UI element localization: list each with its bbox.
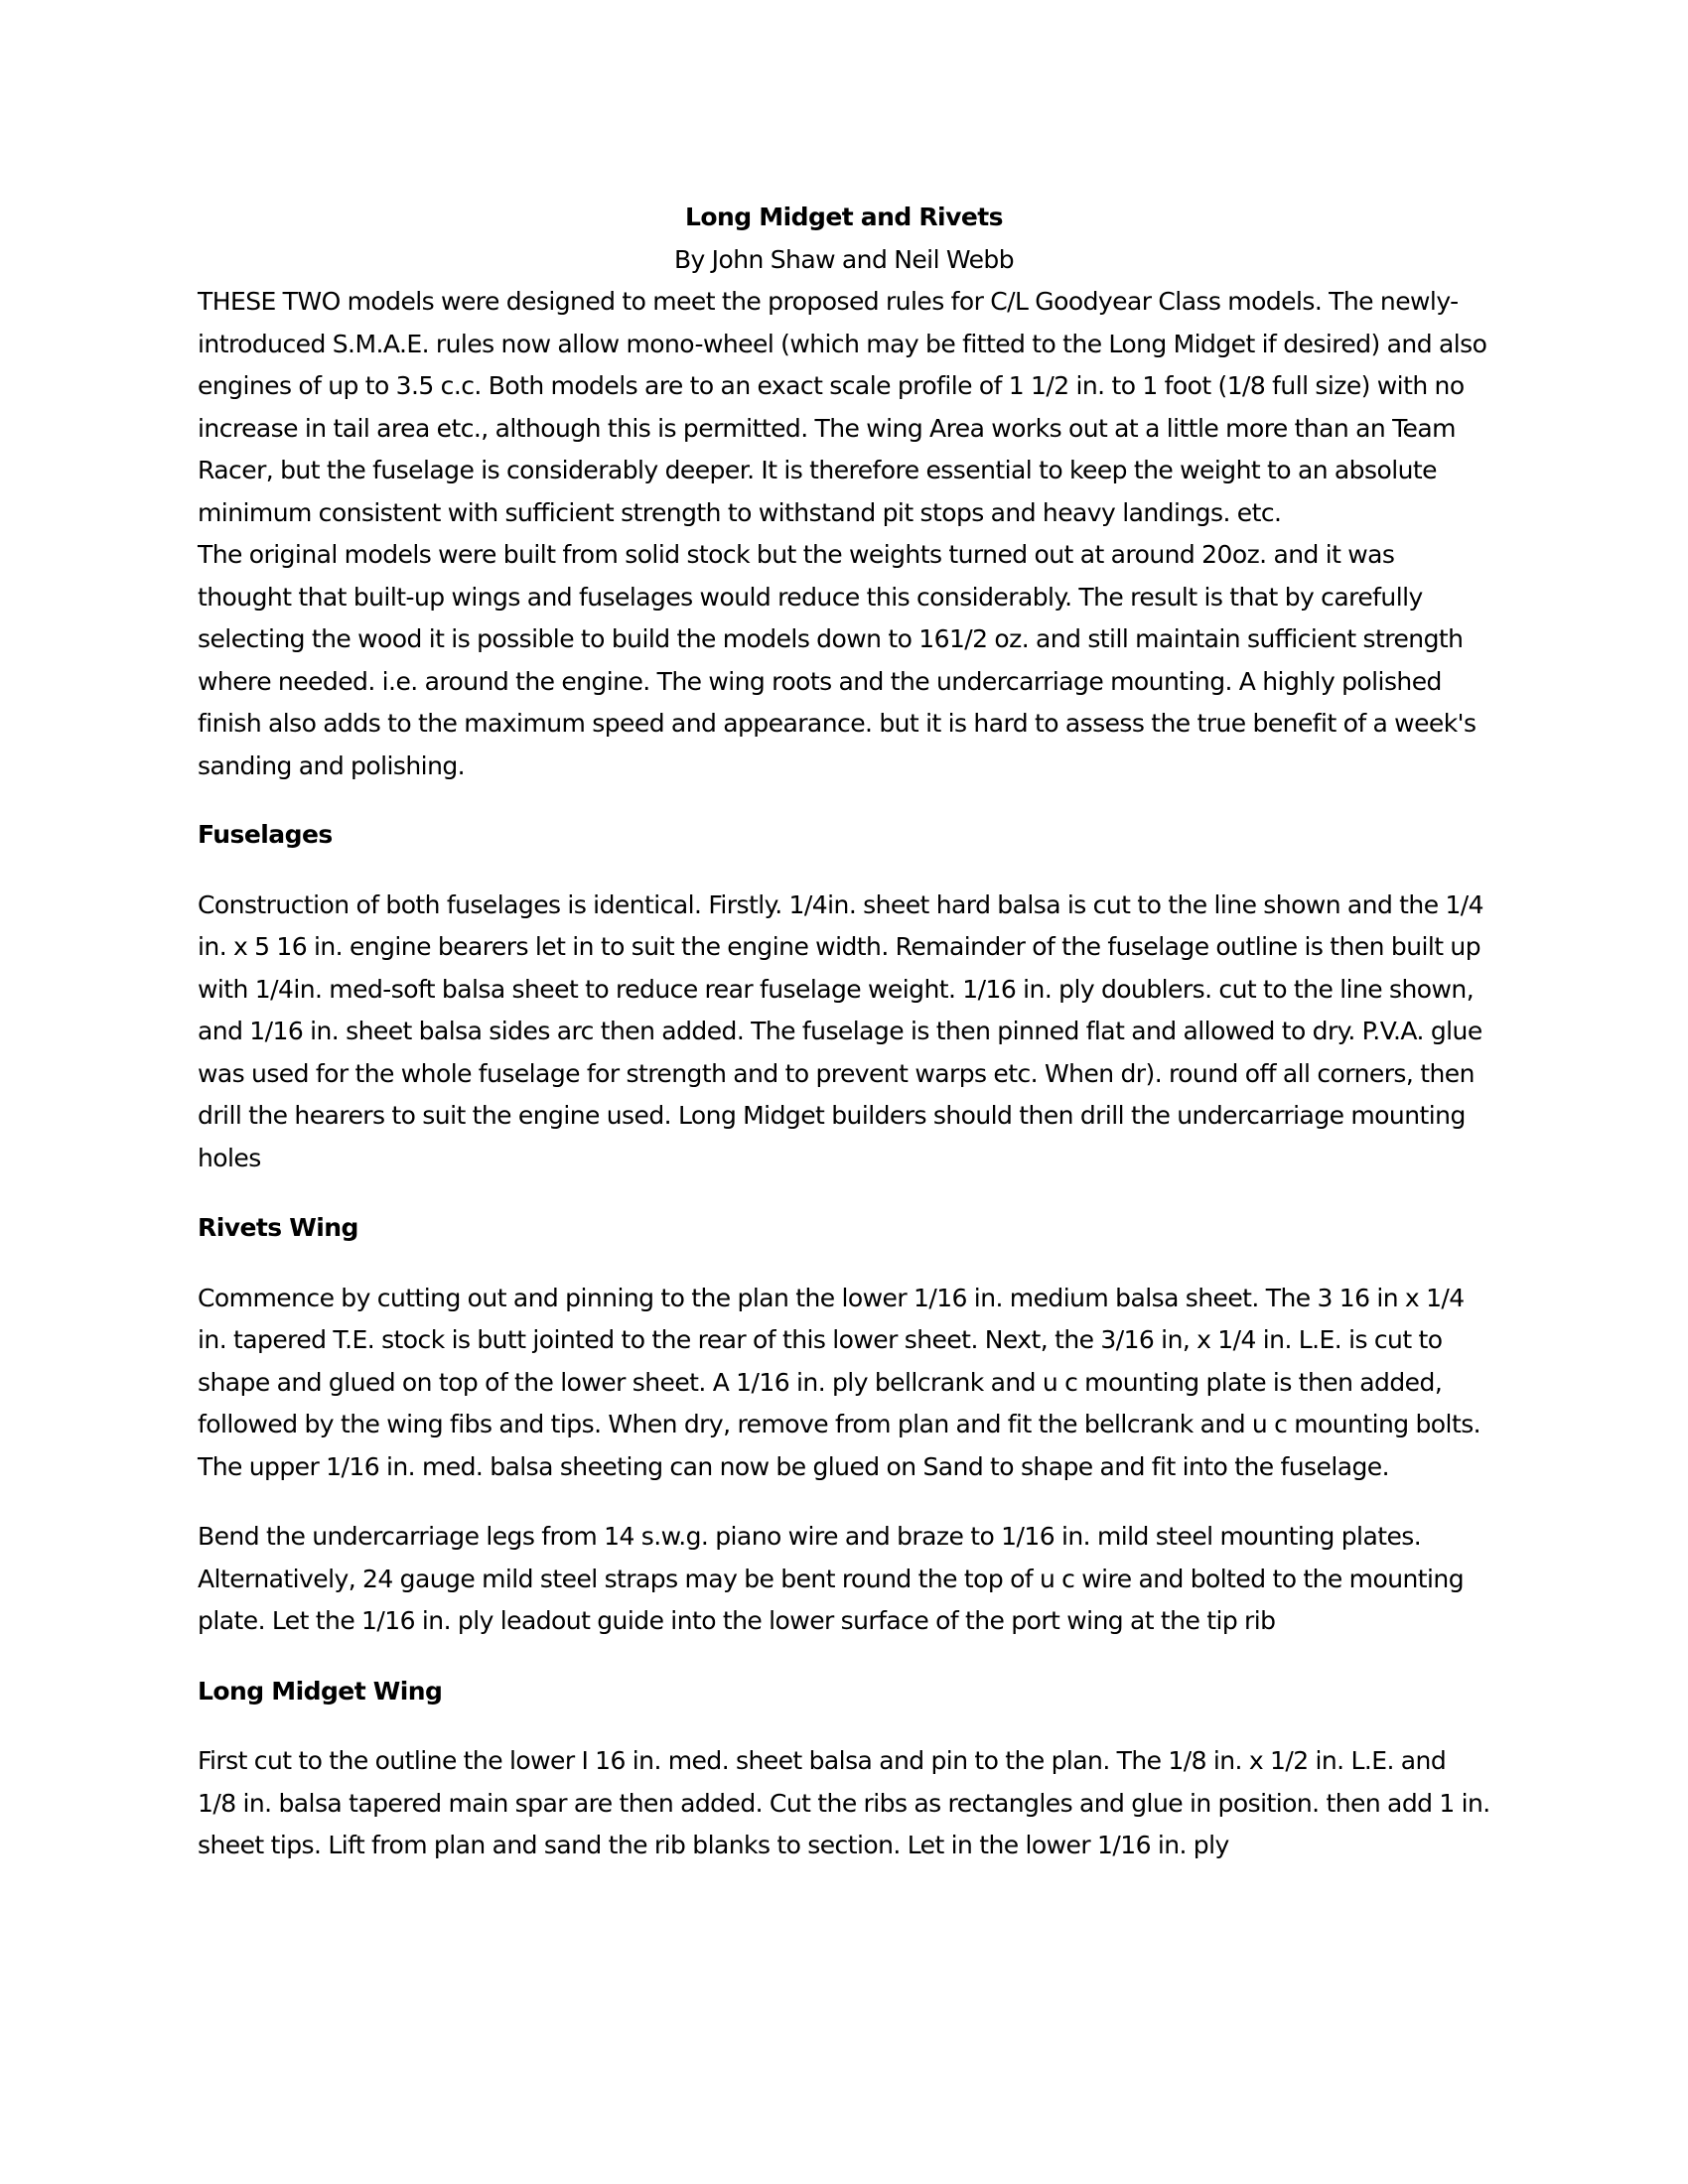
section-paragraph: First cut to the outline the lower I 16 in. med. sheet balsa and pin to the plan. The 1/8 in. x 1/2 in. L.E. and 1/8 in. balsa tapered main spar are then added. Cut the ribs as rectangles and glue in position. then add 1 in. sheet tips. Lift from plan and sand the rib blanks to section. Let in the lower 1/16 in. ply — [198, 1746, 1490, 1859]
spacer — [198, 1643, 1490, 1671]
spacer — [198, 1250, 1490, 1278]
section-paragraph: Commence by cutting out and pinning to the plan the lower 1/16 in. medium balsa sheet. The 3 16 in x 1/4 in. tapered T.E. stock is butt jointed to the rear of this lower sheet. Next, the 3/16 in, x 1/4 in. L.E. is cut to shape and glued on top of the lower sheet. A 1/16 in. ply bellcrank and u c mounting plate is then added, followed by the wing fibs and tips. When dry, remove from plan and fit the bellcrank and u c mounting bolts. The upper 1/16 in. med. balsa sheeting can now be glued on Sand to shape and fit into the fuselage. — [198, 1283, 1481, 1481]
spacer — [198, 1488, 1490, 1516]
spacer — [198, 787, 1490, 814]
section-paragraph: Bend the undercarriage legs from 14 s.w.g. piano wire and braze to 1/16 in. mild steel mounting plates. Alternatively, 24 gauge mild steel straps may be bent round the top of u c wire and bolted to the mounting plate. Let the 1/16 in. ply leadout guide into the lower surface of the port wing at the tip rib — [198, 1522, 1465, 1635]
spacer — [198, 1712, 1490, 1740]
section-heading-long-midget-wing: Long Midget Wing — [198, 1676, 443, 1706]
spacer — [198, 1179, 1490, 1207]
intro-paragraph: THESE TWO models were designed to meet the proposed rules for C/L Goodyear Class models. The newly-introduced S.M.A.E. rules now allow mono-wheel (which may be fitted to the Long Midget if desired) and also engines of up to 3.5 c.c. Both models are to an exact scale profile of 1 1/2 in. to 1 foot (1/8 full size) with no increase in tail area etc., although this is permitted. The wing Area works out at a little more than an Team Racer, but the fuselage is considerably deeper. It is therefore essential to keep the weight to an absolute minimum consistent with sufficient strength to withstand pit stops and heavy landings. etc. — [198, 287, 1487, 527]
section-heading-rivets-wing: Rivets Wing — [198, 1213, 358, 1242]
section-heading-fuselages: Fuselages — [198, 820, 333, 849]
document-byline: By John Shaw and Neil Webb — [673, 244, 1015, 274]
intro-paragraph: The original models were built from solid stock but the weights turned out at around 20oz. and it was thought that built-up wings and fuselages would reduce this considerably. The result is that by carefully selecting the wood it is possible to build the models down to 161/2 oz. and still maintain sufficient strength where needed. i.e. around the engine. The wing roots and the undercarriage mounting. A highly polished finish also adds to the maximum speed and appearance. but it is hard to assess the true benefit of a week's sanding and polishing. — [198, 540, 1477, 780]
document-body — [198, 197, 1490, 1867]
section-paragraph: Construction of both fuselages is identical. Firstly. 1/4in. sheet hard balsa is cut to the line shown and the 1/4 in. x 5 16 in. engine bearers let in to suit the engine width. Remainder of the fuselage outline is then built up with 1/4in. med-soft balsa sheet to reduce rear fuselage weight. 1/16 in. ply doublers. cut to the line shown, and 1/16 in. sheet balsa sides arc then added. The fuselage is then pinned flat and allowed to dry. P.V.A. glue was used for the whole fuselage for strength and to prevent warps etc. When dr). round off all corners, then drill the hearers to suit the engine used. Long Midget builders should then drill the undercarriage mounting holes — [198, 889, 1484, 1172]
spacer — [198, 857, 1490, 885]
document-title: Long Midget and Rivets — [685, 203, 1003, 231]
